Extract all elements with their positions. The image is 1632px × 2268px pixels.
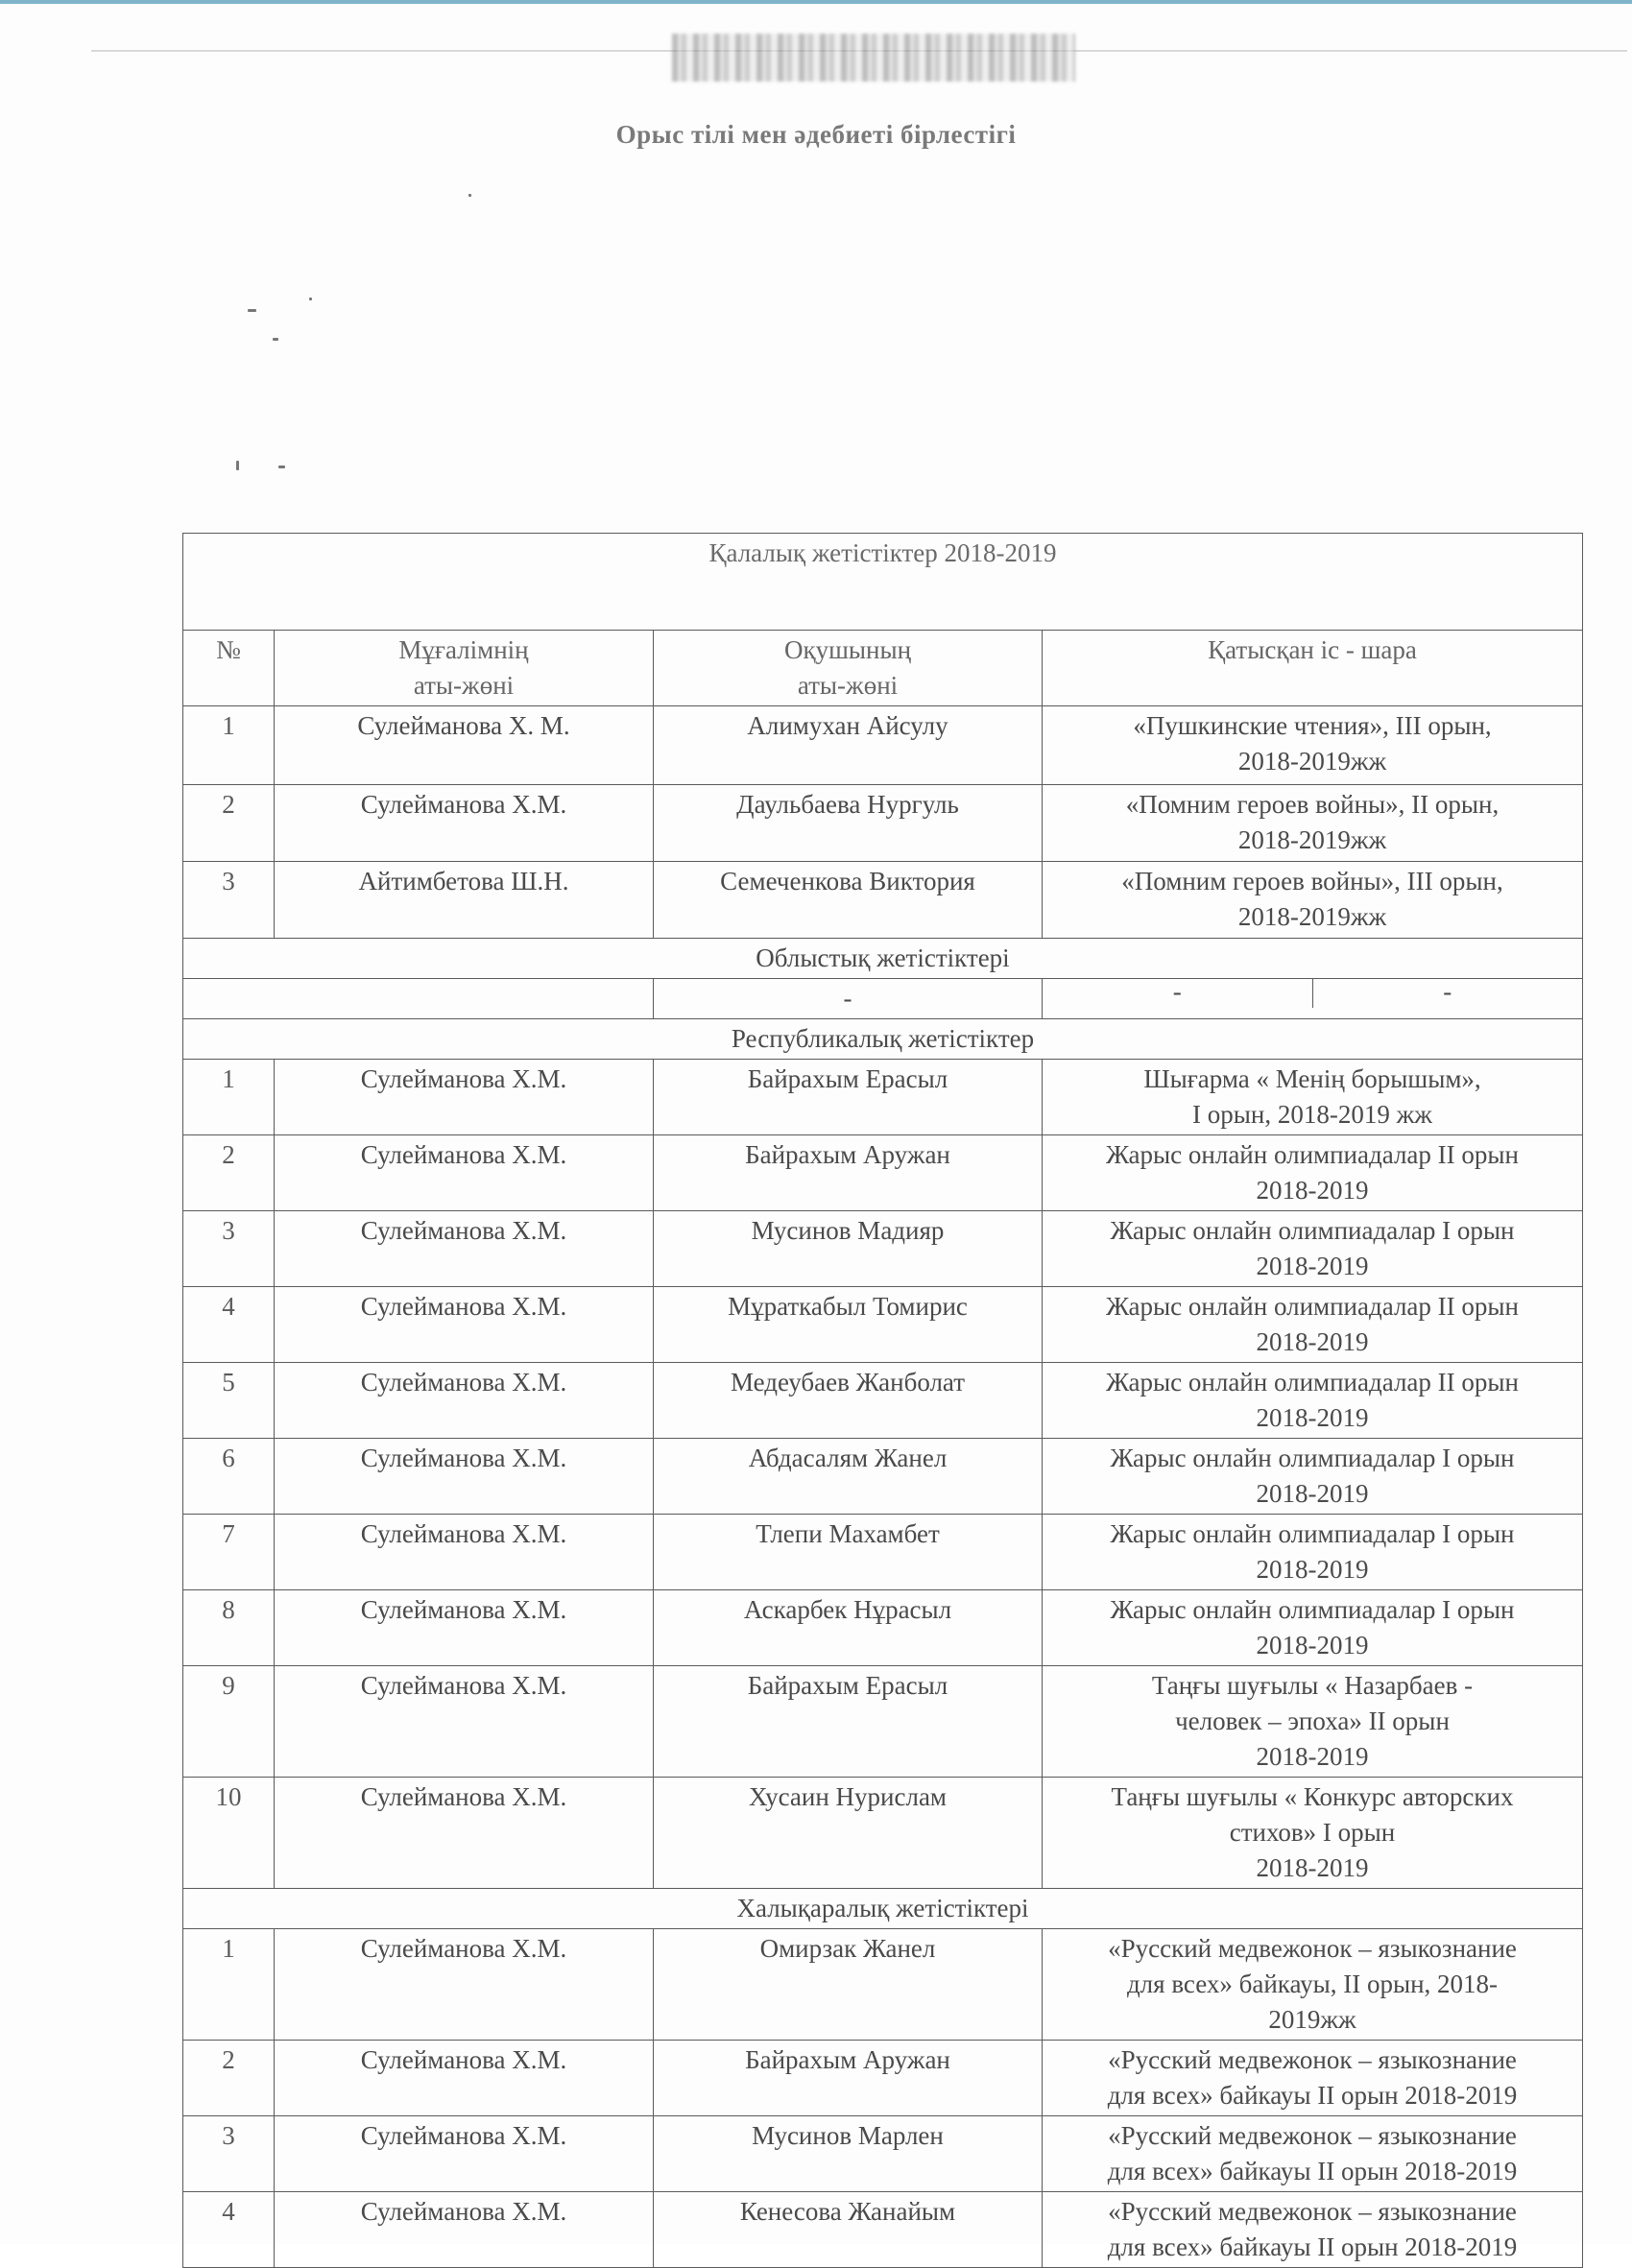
- event-cell: [1043, 862, 1583, 939]
- event-line: для всех» байкауы II орын 2018-2019: [1107, 2157, 1518, 2185]
- column-header-student-line2: аты-жөні: [797, 671, 899, 700]
- event-cell: [1043, 1439, 1583, 1515]
- event-cell: [1043, 1363, 1583, 1439]
- table-row: [183, 1060, 1583, 1135]
- event-cell: [1043, 1135, 1583, 1211]
- student-name: Мұраткабыл Томирис: [654, 1287, 1043, 1363]
- column-header-student: [654, 631, 1043, 706]
- event-line: человек – эпоха» II орын: [1175, 1707, 1450, 1735]
- student-name: Семеченкова Виктория: [654, 862, 1043, 939]
- event-line: 2018-2019: [1256, 1403, 1369, 1432]
- section-row: [183, 1019, 1583, 1060]
- event-line: «Помним героев войны», III орын,: [1121, 867, 1503, 895]
- regional-empty-row: [183, 979, 1583, 1019]
- event-line: «Помним героев войны», II орын,: [1125, 790, 1500, 819]
- event-line: 2019жж: [1268, 2005, 1356, 2034]
- table-row: [183, 1135, 1583, 1211]
- column-header-event: Қатысқан іс - шара: [1043, 631, 1583, 706]
- row-number: 4: [183, 1287, 275, 1363]
- student-name: Кенесова Жанайым: [654, 2192, 1043, 2268]
- row-number: 3: [183, 1211, 275, 1287]
- row-number: 4: [183, 2192, 275, 2268]
- event-line: 2018-2019жж: [1237, 902, 1387, 931]
- event-cell: [1043, 1929, 1583, 2041]
- column-header-student-line1: Оқушының: [783, 635, 912, 664]
- row-number: 2: [183, 785, 275, 862]
- event-line: 2018-2019: [1256, 1327, 1369, 1356]
- table-row: [183, 706, 1583, 785]
- table-row: [183, 2116, 1583, 2192]
- scan-speck-icon: [273, 338, 278, 341]
- table-row: [183, 1590, 1583, 1666]
- column-header-teacher-line2: аты-жөні: [413, 671, 515, 700]
- dash-cell: -: [1043, 979, 1313, 1008]
- event-line: стихов» I орын: [1229, 1818, 1396, 1847]
- row-number: 3: [183, 862, 275, 939]
- event-line: 2018-2019: [1256, 1252, 1369, 1280]
- event-line: «Русский медвежонок – языкознание: [1108, 2121, 1517, 2150]
- section-row: [183, 1889, 1583, 1929]
- event-cell: [1043, 785, 1583, 862]
- event-line: для всех» байкауы II орын 2018-2019: [1107, 2081, 1518, 2110]
- student-name: Аскарбек Нұрасыл: [654, 1590, 1043, 1666]
- event-line: 2018-2019: [1256, 1479, 1369, 1508]
- row-number: 1: [183, 1929, 275, 2041]
- scan-speck-icon: [309, 298, 312, 300]
- event-cell: [1043, 1590, 1583, 1666]
- event-line: 2018-2019: [1256, 1631, 1369, 1659]
- scan-speck-icon: [278, 466, 285, 468]
- event-line: «Русский медвежонок – языкознание: [1108, 2197, 1517, 2226]
- regional-section: [183, 939, 1583, 1060]
- student-name: Хусаин Нурислам: [654, 1778, 1043, 1889]
- table-row: [183, 1211, 1583, 1287]
- scan-speck-icon: [468, 194, 471, 197]
- international-section: [183, 1929, 1583, 2268]
- event-line: Жарыс онлайн олимпиадалар I орын: [1110, 1444, 1515, 1472]
- event-cell: [1043, 1778, 1583, 1889]
- row-number: 10: [183, 1778, 275, 1889]
- table-row: [183, 1778, 1583, 1889]
- row-number: 1: [183, 706, 275, 785]
- teacher-name: Айтимбетова Ш.Н.: [275, 862, 654, 939]
- table-row: [183, 1515, 1583, 1590]
- event-line: I орын, 2018-2019 жж: [1192, 1100, 1432, 1129]
- teacher-name: Сулейманова Х.М.: [275, 1439, 654, 1515]
- student-name: Байрахым Ерасыл: [654, 1060, 1043, 1135]
- republic-section: [183, 1060, 1583, 1889]
- student-name: Мусинов Мадияр: [654, 1211, 1043, 1287]
- table-title-row: [183, 534, 1583, 631]
- teacher-name: Сулейманова Х.М.: [275, 1211, 654, 1287]
- teacher-name: Сулейманова Х.М.: [275, 1666, 654, 1778]
- dash-cell-pair: [1043, 979, 1583, 1019]
- section-row: [183, 939, 1583, 979]
- event-line: 2018-2019: [1256, 1176, 1369, 1205]
- student-name: Мусинов Марлен: [654, 2116, 1043, 2192]
- student-name: Байрахым Ерасыл: [654, 1666, 1043, 1778]
- event-line: «Русский медвежонок – языкознание: [1108, 1934, 1517, 1963]
- row-number: 1: [183, 1060, 275, 1135]
- section-title-regional: Облыстық жетістіктері: [183, 939, 1583, 979]
- teacher-name: Сулейманова Х.М.: [275, 1515, 654, 1590]
- event-line: Жарыс онлайн олимпиадалар I орын: [1110, 1519, 1515, 1548]
- table-row: [183, 1666, 1583, 1778]
- row-number: 3: [183, 2116, 275, 2192]
- event-line: 2018-2019: [1256, 1742, 1369, 1771]
- row-number: 7: [183, 1515, 275, 1590]
- stamp-smudge-icon: [672, 34, 1075, 82]
- city-section: [183, 706, 1583, 939]
- table-header-row: [183, 631, 1583, 706]
- section-title-republic: Республикалық жетістіктер: [183, 1019, 1583, 1060]
- teacher-name: Сулейманова Х.М.: [275, 2116, 654, 2192]
- column-header-teacher: [275, 631, 654, 706]
- teacher-name: Сулейманова Х.М.: [275, 1135, 654, 1211]
- student-name: Даульбаева Нургуль: [654, 785, 1043, 862]
- student-name: Алимухан Айсулу: [654, 706, 1043, 785]
- event-line: 2018-2019жж: [1237, 825, 1387, 854]
- scan-edge-line: [0, 0, 1632, 4]
- student-name: Абдасалям Жанел: [654, 1439, 1043, 1515]
- table-row: [183, 1439, 1583, 1515]
- achievements-table: [182, 533, 1583, 2268]
- event-line: «Пушкинские чтения», III орын,: [1133, 711, 1492, 740]
- event-line: Таңғы шуғылы « Конкурс авторских: [1111, 1782, 1514, 1811]
- event-line: Жарыс онлайн олимпиадалар II орын: [1106, 1368, 1519, 1397]
- event-cell: [1043, 1211, 1583, 1287]
- teacher-name: Сулейманова Х.М.: [275, 1778, 654, 1889]
- event-line: 2018-2019: [1256, 1853, 1369, 1882]
- event-cell: [1043, 2116, 1583, 2192]
- table-title: Қалалық жетістіктер 2018-2019: [183, 534, 1583, 631]
- event-line: Жарыс онлайн олимпиадалар I орын: [1110, 1595, 1515, 1624]
- table-row: [183, 862, 1583, 939]
- event-line: для всех» байкауы II орын 2018-2019: [1107, 2232, 1518, 2261]
- teacher-name: Сулейманова Х.М.: [275, 1287, 654, 1363]
- row-number: 2: [183, 2041, 275, 2116]
- row-number: 9: [183, 1666, 275, 1778]
- teacher-name: Сулейманова Х.М.: [275, 1060, 654, 1135]
- international-header: [183, 1889, 1583, 1929]
- table-row: [183, 1363, 1583, 1439]
- student-name: Омирзак Жанел: [654, 1929, 1043, 2041]
- event-line: «Русский медвежонок – языкознание: [1108, 2045, 1517, 2074]
- empty-cell: [183, 979, 654, 1019]
- event-line: Шығарма « Менің борышым»,: [1143, 1064, 1481, 1093]
- event-line: Жарыс онлайн олимпиадалар II орын: [1106, 1292, 1519, 1321]
- student-name: Байрахым Аружан: [654, 2041, 1043, 2116]
- scan-speck-icon: [236, 461, 239, 470]
- table-row: [183, 2192, 1583, 2268]
- table-row: [183, 785, 1583, 862]
- student-name: Байрахым Аружан: [654, 1135, 1043, 1211]
- event-cell: [1043, 2041, 1583, 2116]
- event-line: 2018-2019: [1256, 1555, 1369, 1584]
- column-header-teacher-line1: Мұғалімнің: [398, 635, 529, 664]
- page-title: Орыс тілі мен әдебиеті бірлестігі: [615, 120, 1017, 149]
- table-row: [183, 1929, 1583, 2041]
- teacher-name: Сулейманова Х.М.: [275, 2192, 654, 2268]
- event-cell: [1043, 2192, 1583, 2268]
- event-line: Жарыс онлайн олимпиадалар II орын: [1106, 1140, 1519, 1169]
- scan-speck-icon: [248, 309, 256, 312]
- event-line: Жарыс онлайн олимпиадалар I орын: [1110, 1216, 1515, 1245]
- teacher-name: Сулейманова Х.М.: [275, 1363, 654, 1439]
- student-name: Медеубаев Жанболат: [654, 1363, 1043, 1439]
- column-header-number: №: [183, 631, 275, 706]
- dash-cell: -: [1443, 977, 1452, 1006]
- teacher-name: Сулейманова Х.М.: [275, 1590, 654, 1666]
- table-row: [183, 1287, 1583, 1363]
- teacher-name: Сулейманова Х.М.: [275, 2041, 654, 2116]
- event-line: для всех» байкауы, II орын, 2018-: [1126, 1970, 1499, 1998]
- event-cell: [1043, 1515, 1583, 1590]
- event-line: 2018-2019жж: [1237, 747, 1387, 776]
- teacher-name: Сулейманова Х.М.: [275, 1929, 654, 2041]
- event-cell: [1043, 1287, 1583, 1363]
- row-number: 5: [183, 1363, 275, 1439]
- row-number: 6: [183, 1439, 275, 1515]
- event-cell: [1043, 706, 1583, 785]
- dash-cell: -: [654, 979, 1043, 1019]
- event-cell: [1043, 1666, 1583, 1778]
- event-cell: [1043, 1060, 1583, 1135]
- row-number: 8: [183, 1590, 275, 1666]
- teacher-name: Сулейманова Х. М.: [275, 706, 654, 785]
- teacher-name: Сулейманова Х.М.: [275, 785, 654, 862]
- section-title-international: Халықаралық жетістіктері: [183, 1889, 1583, 1929]
- student-name: Тлепи Махамбет: [654, 1515, 1043, 1590]
- table-row: [183, 2041, 1583, 2116]
- event-line: Таңғы шуғылы « Назарбаев -: [1151, 1671, 1474, 1700]
- row-number: 2: [183, 1135, 275, 1211]
